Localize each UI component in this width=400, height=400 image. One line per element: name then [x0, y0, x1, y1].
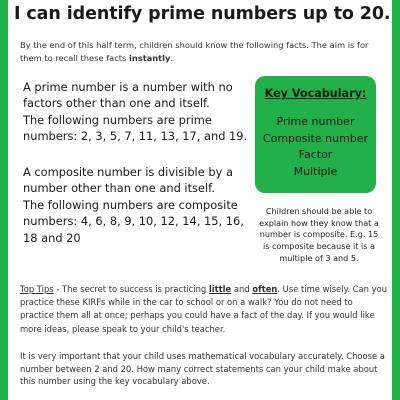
right-green-border [392, 0, 400, 400]
vocab-item-multiple: Multiple [293, 164, 338, 178]
intro-end: . [170, 52, 174, 63]
intro-text: By the end of this half term, children should know the following facts. The aim is for them to recall these facts [20, 40, 369, 63]
prime-definition: A prime number is a number with no factors other than one and itself. [23, 80, 233, 111]
top-tips-text-2: . Use time wisely. Can you practice these KIRFs while in the car to school or on a walk? You do not need to practice them all at once; perhaps you could have a fact of the day. If you would like more ideas, please speak to your child's teacher. [20, 284, 388, 334]
composite-definition: A composite number is divisible by a number other than one and itself. [23, 165, 233, 196]
vocabulary-paragraph: It is very important that your child uses mathematical vocabulary accurately. Choose a number between 2 and 20. How many correct statements can your child make about this number using the key vocabulary above. [20, 351, 385, 387]
intro-emphasis: instantly [129, 52, 171, 63]
vocab-item-composite-number: Composite number [262, 131, 369, 145]
prime-list: The following numbers are prime numbers: 2, 3, 5, 7, 11, 13, 17, and 19. [23, 112, 248, 144]
page-title: I can identify prime numbers up to 20. [14, 4, 391, 24]
left-green-border [0, 0, 8, 400]
top-tips-label: Top Tips [20, 284, 54, 294]
top-tips-text-1: - The secret to success is practicing [53, 284, 209, 294]
top-tips-paragraph [20, 283, 388, 336]
top-tips-word-often: often [252, 284, 278, 294]
composite-list: The following numbers are composite numbers: 4, 6, 8, 9, 10, 12, 14, 15, 16, 18 and 20 [23, 197, 244, 245]
key-vocabulary-box [255, 76, 376, 193]
composite-section [23, 164, 257, 246]
intro-paragraph [20, 39, 388, 64]
vocab-item-prime-number: Prime number [276, 115, 355, 128]
top-tips-word-little: little [208, 284, 232, 294]
prime-section [23, 79, 257, 145]
vocab-item-factor: Factor [298, 148, 333, 161]
key-vocabulary-heading: Key Vocabulary: [264, 87, 367, 100]
composite-explanation-note: Children should be able to explain how they know that a number is composite. E.g. 15 is composite because it is a multiple of 3 and 5. [259, 206, 379, 263]
top-tips-and: and [231, 284, 253, 294]
